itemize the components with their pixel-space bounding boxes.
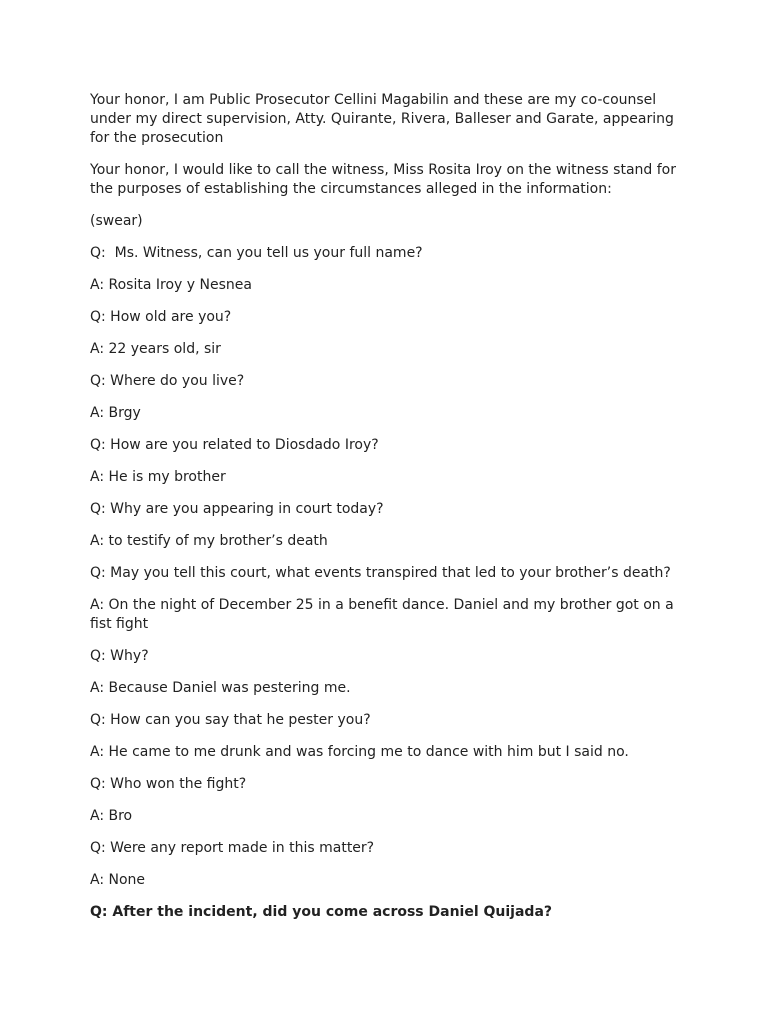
body-paragraph: Your honor, I would like to call the witness, Miss Rosita Iroy on the witness stand for the purposes of establishing the circumstances alleged in the information: <box>90 162 681 197</box>
question-paragraph: Q: May you tell this court, what events transpired that led to your brother’s death? <box>90 565 671 581</box>
answer-paragraph: A: On the night of December 25 in a benefit dance. Daniel and my brother got on a fist fight <box>90 597 679 632</box>
answer-paragraph: A: to testify of my brother’s death <box>90 533 328 549</box>
question-paragraph: Q: Were any report made in this matter? <box>90 840 375 856</box>
body-paragraph: Your honor, I am Public Prosecutor Cellini Magabilin and these are my co-counsel under my direct supervision, Atty. Quirante, Rivera, Balleser and Garate, appearing for the prosecution <box>90 92 679 146</box>
answer-paragraph: A: None <box>90 872 146 888</box>
question-paragraph: Q: How can you say that he pester you? <box>90 712 371 728</box>
answer-paragraph: A: 22 years old, sir <box>90 341 221 357</box>
question-paragraph: Q: After the incident, did you come across Daniel Quijada? <box>90 904 553 920</box>
question-paragraph: Q: Ms. Witness, can you tell us your full name? <box>90 245 423 261</box>
document-page <box>90 91 680 935</box>
question-paragraph: Q: Why are you appearing in court today? <box>90 501 384 517</box>
question-paragraph: Q: Why? <box>90 648 149 664</box>
question-paragraph: Q: Where do you live? <box>90 373 245 389</box>
question-paragraph: Q: How old are you? <box>90 309 232 325</box>
question-paragraph: Q: How are you related to Diosdado Iroy? <box>90 437 379 453</box>
stage-direction: (swear) <box>90 213 143 229</box>
answer-paragraph: A: He came to me drunk and was forcing me to dance with him but I said no. <box>90 744 629 760</box>
answer-paragraph: A: Because Daniel was pestering me. <box>90 680 351 696</box>
answer-paragraph: A: Bro <box>90 808 133 824</box>
answer-paragraph: A: Rosita Iroy y Nesnea <box>90 277 252 293</box>
question-paragraph: Q: Who won the fight? <box>90 776 247 792</box>
answer-paragraph: A: He is my brother <box>90 469 226 485</box>
answer-paragraph: A: Brgy <box>90 405 141 421</box>
